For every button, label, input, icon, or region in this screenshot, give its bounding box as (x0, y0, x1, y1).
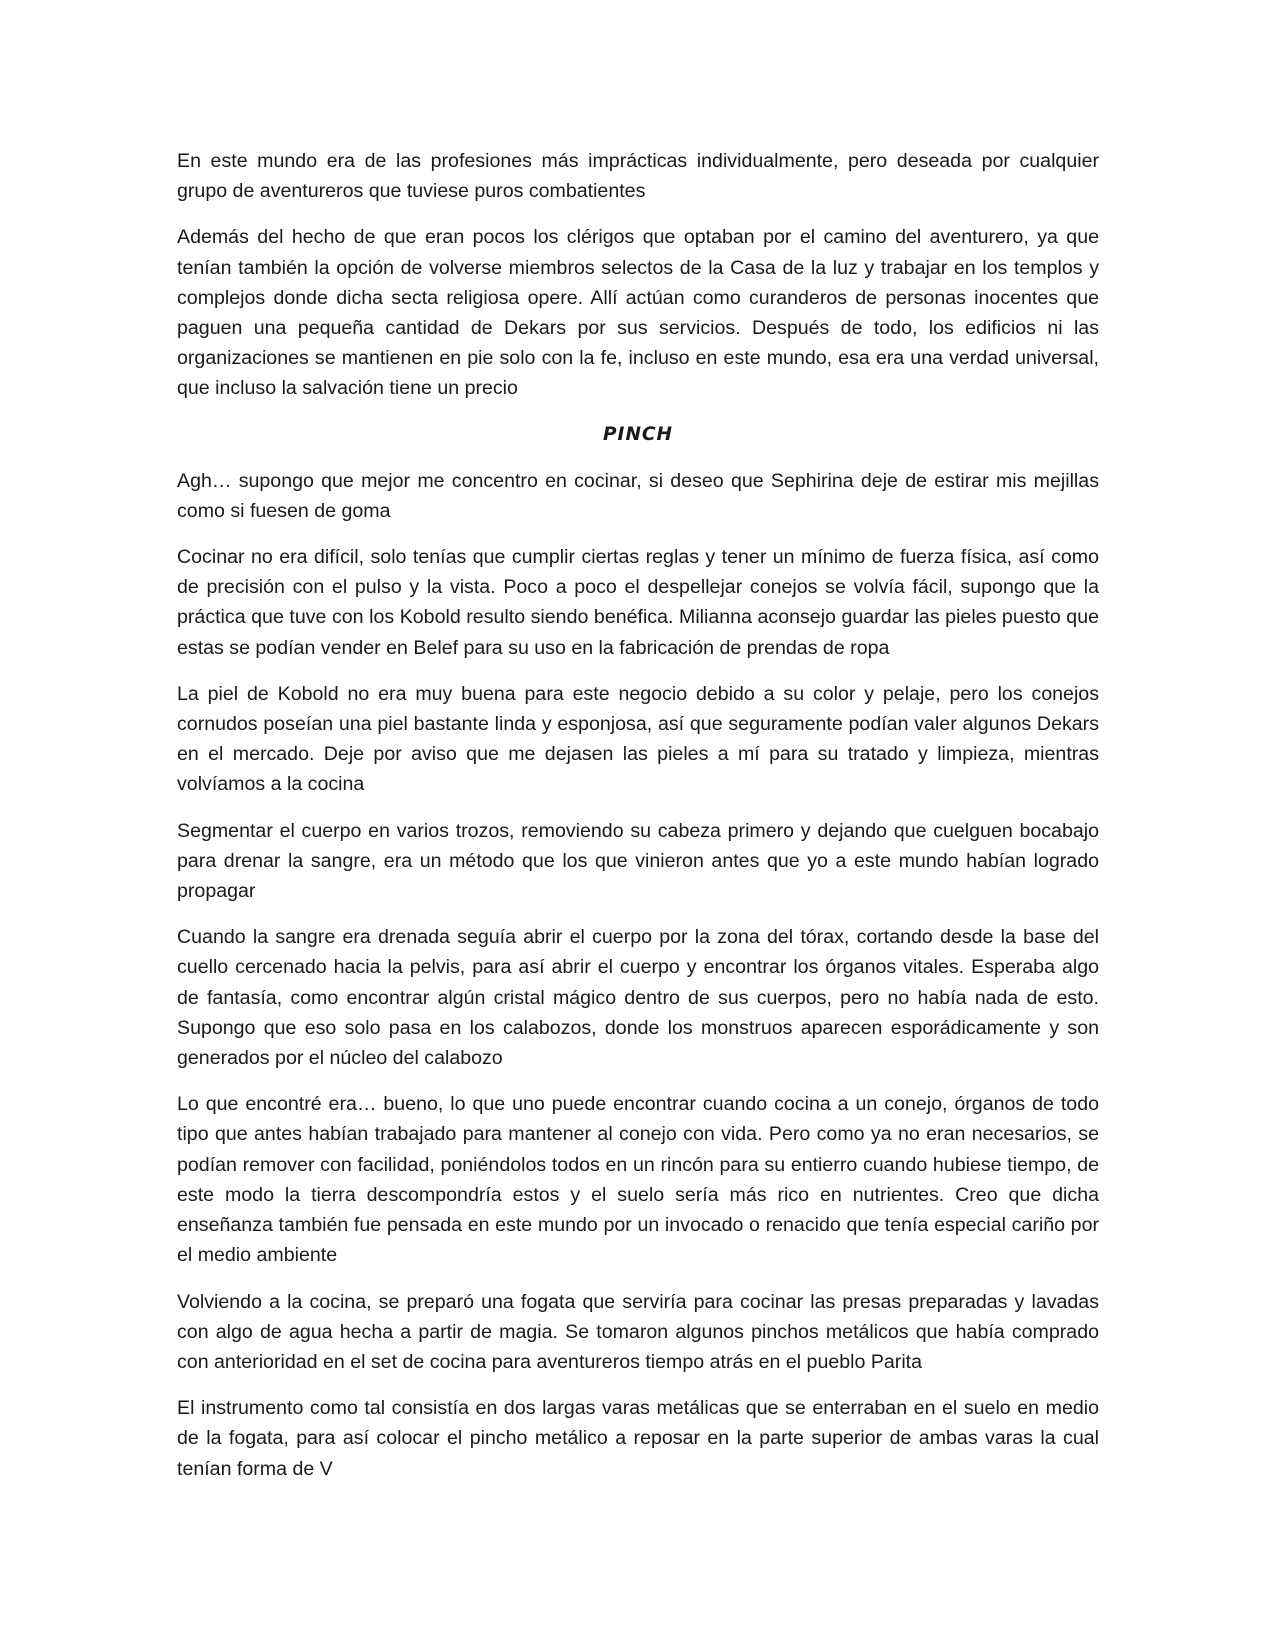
paragraph: Lo que encontré era… bueno, lo que uno puede encontrar cuando cocina a un conejo, órganos de todo tipo que antes habían trabajado para mantener al conejo con vida. Pero como ya no eran necesarios, se podían remover con facilidad, poniéndolos todos en un rincón para su entierro cuando hubiese tiempo, de este modo la tierra descompondría estos y el suelo sería más rico en nutrientes. Creo que dicha enseñanza también fue pensada en este mundo por un invocado o renacido que tenía especial cariño por el medio ambiente (177, 1093, 1099, 1267)
paragraph: Cuando la sangre era drenada seguía abrir el cuerpo por la zona del tórax, cortando desde la base del cuello cercenado hacia la pelvis, para así abrir el cuerpo y encontrar los órganos vitales. Esperaba algo de fantasía, como encontrar algún cristal mágico dentro de sus cuerpos, pero no había nada de esto. Supongo que eso solo pasa en los calabozos, donde los monstruos aparecen esporádicamente y son generados por el núcleo del calabozo (177, 926, 1099, 1070)
paragraph: En este mundo era de las profesiones más imprácticas individualmente, pero deseada por cualquier grupo de aventureros que tuviese puros combatientes (177, 150, 1099, 203)
paragraph: Además del hecho de que eran pocos los clérigos que optaban por el camino del aventurero, ya que tenían también la opción de volverse miembros selectos de la Casa de la luz y trabajar en los templos y complejos donde dicha secta religiosa opere. Allí actúan como curanderos de personas inocentes que paguen una pequeña cantidad de Dekars por sus servicios. Después de todo, los edificios ni las organizaciones se mantienen en pie solo con la fe, incluso en este mundo, esa era una verdad universal, que incluso la salvación tiene un precio (177, 226, 1099, 400)
paragraph: Agh… supongo que mejor me concentro en cocinar, si deseo que Sephirina deje de estirar mis mejillas como si fuesen de goma (177, 469, 1099, 522)
paragraph: Cocinar no era difícil, solo tenías que cumplir ciertas reglas y tener un mínimo de fuerza física, así como de precisión con el pulso y la vista. Poco a poco el despellejar conejos se volvía fácil, supongo que la práctica que tuve con los Kobold resulto siendo benéfica. Milianna aconsejo guardar las pieles puesto que estas se podían vender en Belef para su uso en la fabricación de prendas de ropa (177, 546, 1099, 659)
paragraph: Segmentar el cuerpo en varios trozos, removiendo su cabeza primero y dejando que cuelguen bocabajo para drenar la sangre, era un método que los que vinieron antes que yo a este mundo habían logrado propagar (177, 819, 1099, 903)
sound-effect-heading: PINCH (603, 423, 673, 445)
paragraph: El instrumento como tal consistía en dos largas varas metálicas que se enterraban en el suelo en medio de la fogata, para así colocar el pincho metálico a reposar en la parte superior de ambas varas la cual tenían forma de V (177, 1397, 1099, 1480)
paragraph: Volviendo a la cocina, se preparó una fogata que serviría para cocinar las presas preparadas y lavadas con algo de agua hecha a partir de magia. Se tomaron algunos pinchos metálicos que había comprado con anterioridad en el set de cocina para aventureros tiempo atrás en el pueblo Parita (177, 1290, 1099, 1373)
document-page (177, 146, 1099, 1500)
paragraph: La piel de Kobold no era muy buena para este negocio debido a su color y pelaje, pero los conejos cornudos poseían una piel bastante linda y esponjosa, así que seguramente podían valer algunos Dekars en el mercado. Deje por aviso que me dejasen las pieles a mí para su tratado y limpieza, mientras volvíamos a la cocina (177, 682, 1099, 796)
